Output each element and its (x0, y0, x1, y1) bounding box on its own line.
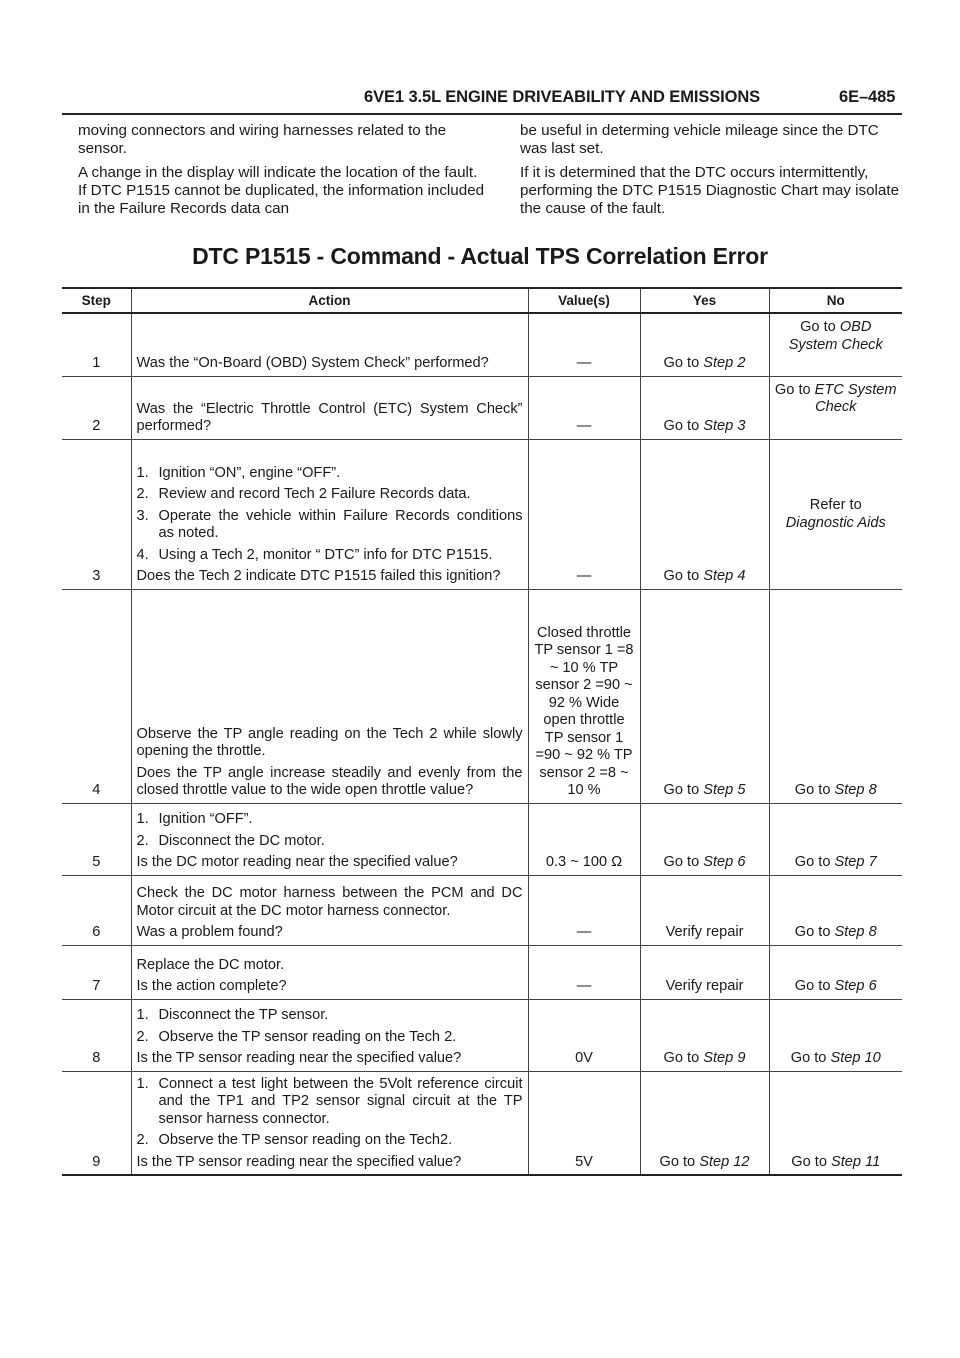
yes-cell (640, 999, 769, 1071)
intro-left-column (78, 122, 488, 224)
yes-step-link: Step 6 (703, 854, 746, 870)
value-cell: — (528, 875, 640, 945)
table-row (62, 376, 902, 439)
value-cell: 5V (528, 1071, 640, 1175)
reference-prefix: Go to (663, 1050, 704, 1066)
no-cell (769, 1071, 902, 1175)
reference-prefix: Verify repair (665, 924, 744, 940)
action-text: Was a problem found? (136, 924, 283, 940)
value-cell: 0V (528, 999, 640, 1071)
action-cell (131, 439, 528, 589)
yes-step-link: Step 5 (703, 782, 746, 798)
action-step (137, 811, 523, 829)
action-step-text: Observe the TP sensor reading on the Tech 2. (158, 1028, 457, 1045)
action-step-number: 2. (136, 832, 149, 849)
yes-cell (640, 945, 769, 999)
action-text: Was the “Electric Throttle Control (ETC) System Check” performed? (136, 400, 523, 434)
table-row (62, 999, 902, 1071)
yes-cell (640, 376, 769, 439)
reference-prefix: Go to (663, 355, 704, 371)
header-rule (62, 113, 902, 115)
action-step (137, 1132, 523, 1150)
header-yes: Yes (640, 288, 769, 313)
no-cell (769, 439, 902, 589)
header-no: No (769, 288, 902, 313)
no-step-link: Step 7 (834, 854, 877, 870)
reference-prefix: Verify repair (665, 978, 744, 994)
action-cell (131, 589, 528, 803)
action-question: Does the Tech 2 indicate DTC P1515 failed this ignition? (136, 568, 501, 584)
action-step-number: 3. (136, 507, 149, 524)
table-body (62, 313, 902, 1175)
intro-paragraph: If it is determined that the DTC occurs intermittently, performing the DTC P1515 Diagnostic Chart may isolate the cause of the fault. (520, 164, 900, 217)
action-cell (131, 376, 528, 439)
no-cell (769, 875, 902, 945)
reference-prefix: Go to (794, 782, 835, 798)
no-step-link: Step 8 (834, 924, 877, 940)
action-cell (131, 875, 528, 945)
reference-prefix: Go to (794, 854, 835, 870)
action-step (137, 1029, 523, 1047)
table-row (62, 875, 902, 945)
reference-prefix: Go to (663, 568, 704, 584)
step-number: 8 (62, 999, 131, 1071)
reference-prefix: Go to (790, 1050, 831, 1066)
table-row (62, 945, 902, 999)
no-cell (769, 589, 902, 803)
action-step-text: Disconnect the TP sensor. (158, 1007, 329, 1023)
step-number: 1 (62, 313, 131, 376)
no-cell (769, 999, 902, 1071)
action-step-text: Observe the TP sensor reading on the Tech2. (158, 1132, 453, 1148)
no-step-link: Diagnostic Aids (785, 514, 886, 531)
action-step-number: 1. (136, 811, 149, 827)
action-step-text: Connect a test light between the 5Volt reference circuit and the TP1 and TP2 sensor signal circuit at the TP sensor harness connector. (158, 1075, 523, 1127)
action-cell (131, 945, 528, 999)
action-step-number: 2. (136, 1132, 149, 1148)
action-question: Is the DC motor reading near the specified value? (136, 854, 458, 870)
step-number: 4 (62, 589, 131, 803)
action-cell (131, 1071, 528, 1175)
action-step-text: Using a Tech 2, monitor “ DTC” info for DTC P1515. (158, 546, 493, 563)
table-row (62, 589, 902, 803)
no-cell (769, 376, 902, 439)
action-step (137, 547, 523, 565)
action-cell (131, 313, 528, 376)
reference-prefix: Go to (774, 381, 815, 398)
no-cell (769, 313, 902, 376)
chart-title: DTC P1515 - Command - Actual TPS Correlation Error (192, 243, 768, 269)
no-step-link: ETC System Check (814, 381, 897, 415)
section-title: 6VE1 3.5L ENGINE DRIVEABILITY AND EMISSIONS (364, 88, 761, 106)
intro-paragraph: be useful in determing vehicle mileage since the DTC was last set. (520, 122, 879, 157)
yes-cell (640, 1071, 769, 1175)
value-cell: 0.3 ~ 100 Ω (528, 803, 640, 875)
step-number: 5 (62, 803, 131, 875)
action-step-number: 1. (136, 1007, 149, 1023)
action-step-text: Review and record Tech 2 Failure Records data. (158, 486, 471, 502)
yes-cell (640, 803, 769, 875)
header-values: Value(s) (528, 288, 640, 313)
action-cell (131, 803, 528, 875)
action-step (137, 1007, 523, 1025)
value-cell: — (528, 439, 640, 589)
reference-prefix: Go to (791, 1153, 831, 1170)
reference-prefix: Refer to (809, 497, 862, 513)
action-step-number: 2. (136, 486, 149, 502)
page-number: 6E–485 (839, 88, 896, 106)
value-cell: — (528, 313, 640, 376)
yes-cell (640, 313, 769, 376)
action-question: Is the TP sensor reading near the specified value? (136, 1153, 462, 1170)
step-number: 3 (62, 439, 131, 589)
reference-prefix: Go to (663, 854, 704, 870)
table-row (62, 1071, 902, 1175)
action-step-number: 1. (136, 1075, 149, 1092)
action-step-text: Ignition “OFF”. (158, 811, 253, 827)
action-text: Observe the TP angle reading on the Tech 2 while slowly opening the throttle. (136, 725, 523, 759)
no-step-link: Step 6 (834, 978, 877, 994)
intro-right-column (520, 122, 905, 224)
yes-cell (640, 439, 769, 589)
action-step-text: Operate the vehicle within Failure Records conditions as noted. (158, 507, 523, 541)
action-text: Check the DC motor harness between the PCM and DC Motor circuit at the DC motor harness connector. (136, 885, 523, 919)
reference-prefix: Go to (663, 418, 704, 434)
action-cell (131, 999, 528, 1071)
reference-prefix: Go to (800, 319, 840, 335)
action-question: Is the TP sensor reading near the specified value? (136, 1050, 462, 1066)
action-text: Replace the DC motor. (136, 956, 285, 973)
yes-cell (640, 589, 769, 803)
yes-cell (640, 875, 769, 945)
step-number: 9 (92, 1153, 101, 1170)
header-action: Action (131, 288, 528, 313)
value-cell: — (528, 376, 640, 439)
yes-step-link: Step 4 (703, 568, 746, 584)
value-cell: Closed throttle TP sensor 1 =8 ~ 10 % TP sensor 2 =90 ~ 92 % Wide open throttle TP sensor 1 =90 ~ 92 % TP sensor 2 =8 ~ 10 % (528, 589, 640, 803)
table-header-row (62, 288, 902, 313)
reference-prefix: Go to (663, 782, 704, 798)
diagnostic-table (62, 287, 902, 1176)
header-step: Step (62, 288, 131, 313)
action-step (137, 508, 523, 543)
no-step-link: Step 8 (834, 782, 877, 798)
action-step-text: Disconnect the DC motor. (158, 832, 325, 849)
no-step-link: Step 10 (830, 1050, 881, 1066)
step-number: 2 (62, 376, 131, 439)
no-step-link: Step 11 (831, 1153, 881, 1170)
table-row (62, 313, 902, 376)
table-row (62, 803, 902, 875)
reference-prefix: Go to (794, 978, 835, 994)
yes-step-link: Step 2 (703, 355, 746, 371)
intro-paragraph: moving connectors and wiring harnesses related to the sensor. (78, 122, 447, 157)
step-number: 7 (62, 945, 131, 999)
no-step-link: OBD System Check (788, 319, 883, 353)
no-cell (769, 945, 902, 999)
value-cell: — (528, 945, 640, 999)
yes-step-link: Step 9 (703, 1050, 746, 1066)
yes-step-link: Step 12 (699, 1153, 750, 1170)
step-number: 6 (62, 875, 131, 945)
action-step (137, 833, 523, 851)
action-step-text: Ignition “ON”, engine “OFF”. (158, 464, 341, 481)
table-row (62, 439, 902, 589)
action-step-number: 4. (136, 546, 149, 563)
action-step (137, 465, 523, 483)
action-text: Was the “On-Board (OBD) System Check” performed? (136, 355, 489, 371)
reference-prefix: Go to (794, 924, 835, 940)
action-step (137, 1076, 523, 1129)
action-step-number: 1. (136, 464, 149, 481)
action-text: Does the TP angle increase steadily and evenly from the closed throttle value to the wide open throttle value? (136, 764, 523, 798)
no-cell (769, 803, 902, 875)
action-text: Is the action complete? (136, 978, 287, 994)
action-step (137, 486, 523, 504)
yes-step-link: Step 3 (703, 418, 746, 434)
action-step-number: 2. (136, 1028, 149, 1045)
reference-prefix: Go to (659, 1153, 700, 1170)
intro-paragraph: A change in the display will indicate the location of the fault. If DTC P1515 cannot be duplicated, the information included in the Failure Records data can (78, 164, 485, 217)
